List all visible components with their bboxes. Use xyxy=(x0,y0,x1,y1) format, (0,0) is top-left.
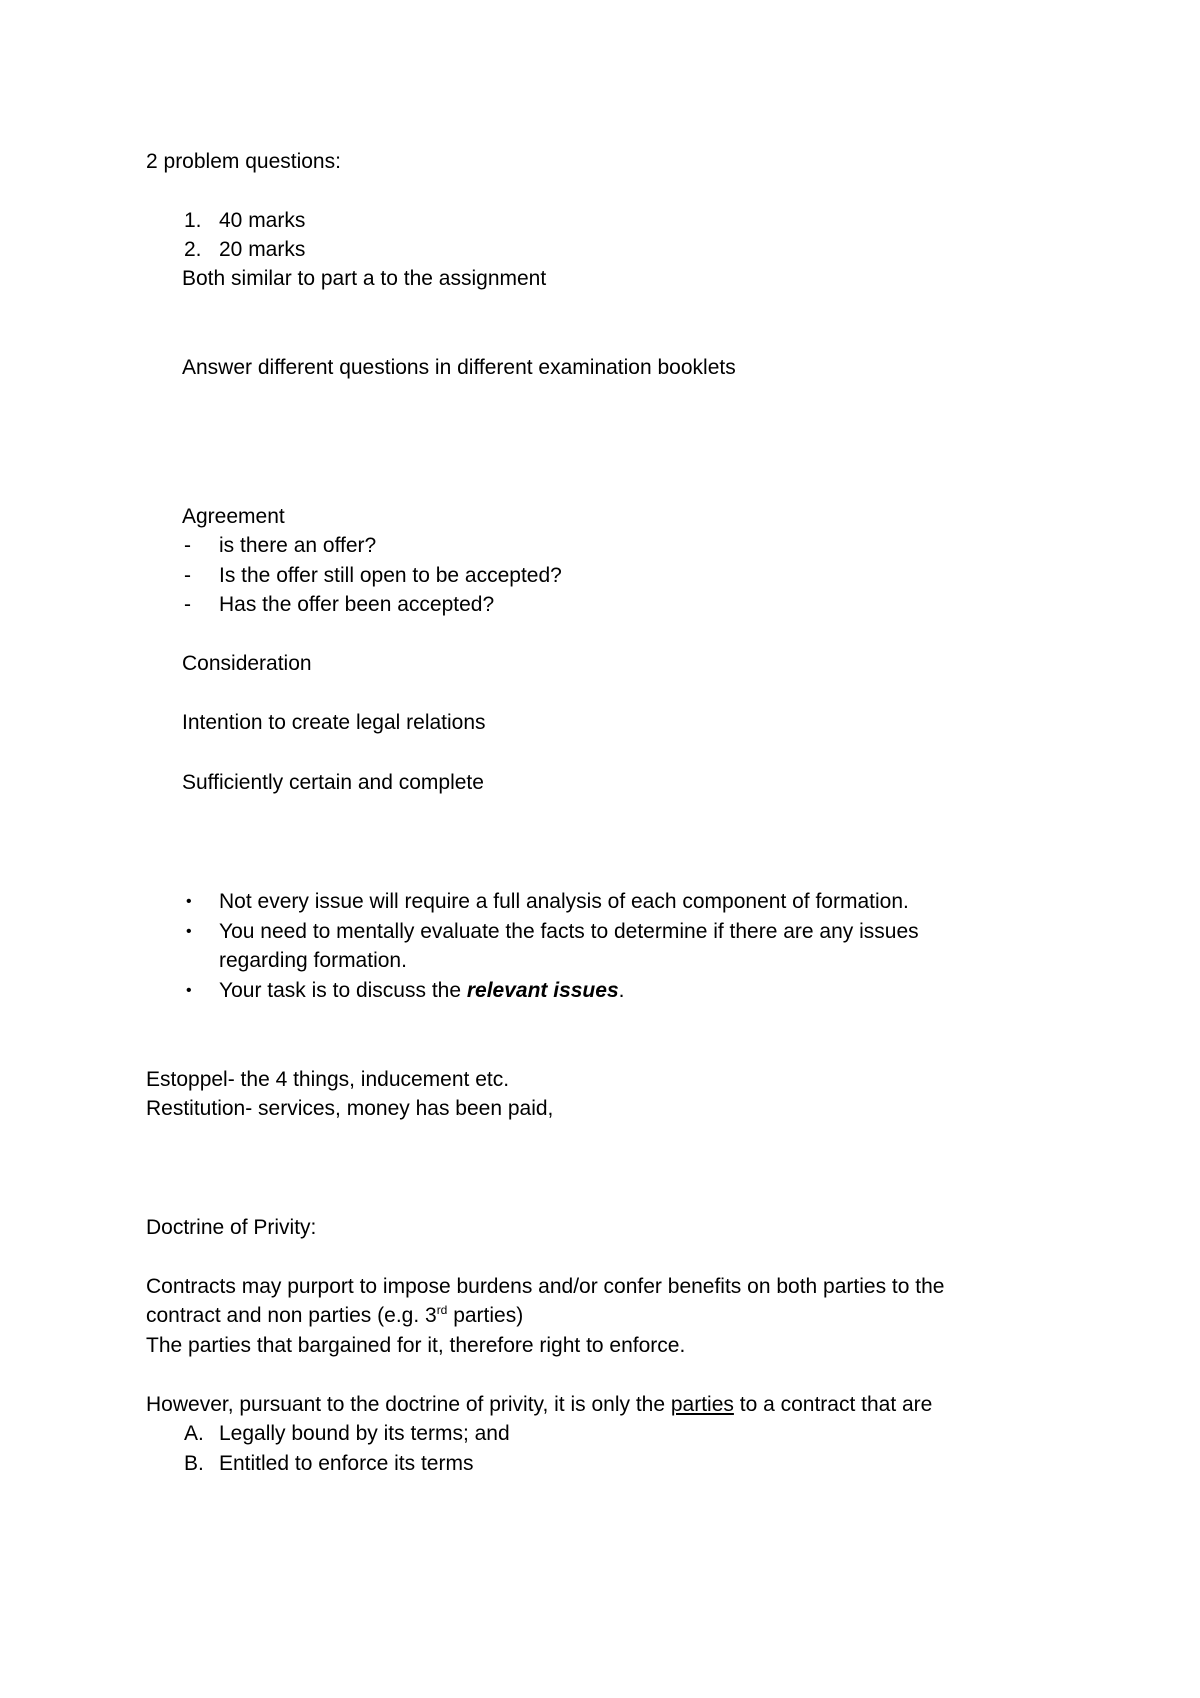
certainty-heading: Sufficiently certain and complete xyxy=(182,771,484,794)
paragraph-text: parties) xyxy=(447,1304,524,1327)
underlined-text: parties xyxy=(670,1393,734,1416)
bargained-text: The parties that bargained for it, therefore right to enforce. xyxy=(146,1334,686,1357)
intention-heading: Intention to create legal relations xyxy=(182,711,486,734)
paragraph-text: However, pursuant to the doctrine of privity, it is only the xyxy=(146,1393,671,1416)
list-item: 20 marks xyxy=(219,238,306,261)
problem-questions-heading: 2 problem questions: xyxy=(146,150,341,173)
list-marker: A. xyxy=(184,1422,204,1445)
privity-heading: Doctrine of Privity: xyxy=(146,1216,317,1239)
list-item: Not every issue will require a full analysis of each component of formation. xyxy=(219,890,909,913)
list-item xyxy=(219,977,624,1005)
emphasis-text: relevant issues xyxy=(466,979,619,1002)
superscript-text: rd xyxy=(436,1303,448,1317)
contracts-paragraph-line: Contracts may purport to impose burdens and/or confer benefits on both parties to the xyxy=(146,1275,945,1298)
list-marker: 2. xyxy=(184,238,202,261)
list-marker: 1. xyxy=(184,209,202,232)
restitution-text: Restitution- services, money has been paid, xyxy=(146,1097,554,1120)
answer-different-text: Answer different questions in different examination booklets xyxy=(182,356,736,379)
list-item: Legally bound by its terms; and xyxy=(219,1422,510,1445)
list-marker: - xyxy=(184,564,191,587)
bullet-marker: • xyxy=(186,982,192,999)
list-item-text: Your task is to discuss the xyxy=(219,979,467,1002)
list-marker: - xyxy=(184,593,191,616)
however-paragraph xyxy=(146,1391,932,1419)
list-item-text: . xyxy=(618,979,625,1002)
list-item: Has the offer been accepted? xyxy=(219,593,495,616)
list-item-continuation: regarding formation. xyxy=(219,949,407,972)
list-item: is there an offer? xyxy=(219,534,377,557)
estoppel-text: Estoppel- the 4 things, inducement etc. xyxy=(146,1068,510,1091)
both-similar-text: Both similar to part a to the assignment xyxy=(182,267,547,290)
bullet-marker: • xyxy=(186,923,192,940)
consideration-heading: Consideration xyxy=(182,652,312,675)
list-item: You need to mentally evaluate the facts to determine if there are any issues xyxy=(219,920,919,943)
list-item: Is the offer still open to be accepted? xyxy=(219,564,562,587)
list-marker: B. xyxy=(184,1452,204,1475)
bullet-marker: • xyxy=(186,893,192,910)
contracts-paragraph-line xyxy=(146,1302,523,1330)
paragraph-text: to a contract that are xyxy=(733,1393,933,1416)
list-item: 40 marks xyxy=(219,209,306,232)
list-marker: - xyxy=(184,534,191,557)
list-item: Entitled to enforce its terms xyxy=(219,1452,474,1475)
paragraph-text: contract and non parties (e.g. 3 xyxy=(146,1304,437,1327)
agreement-heading: Agreement xyxy=(182,505,285,528)
